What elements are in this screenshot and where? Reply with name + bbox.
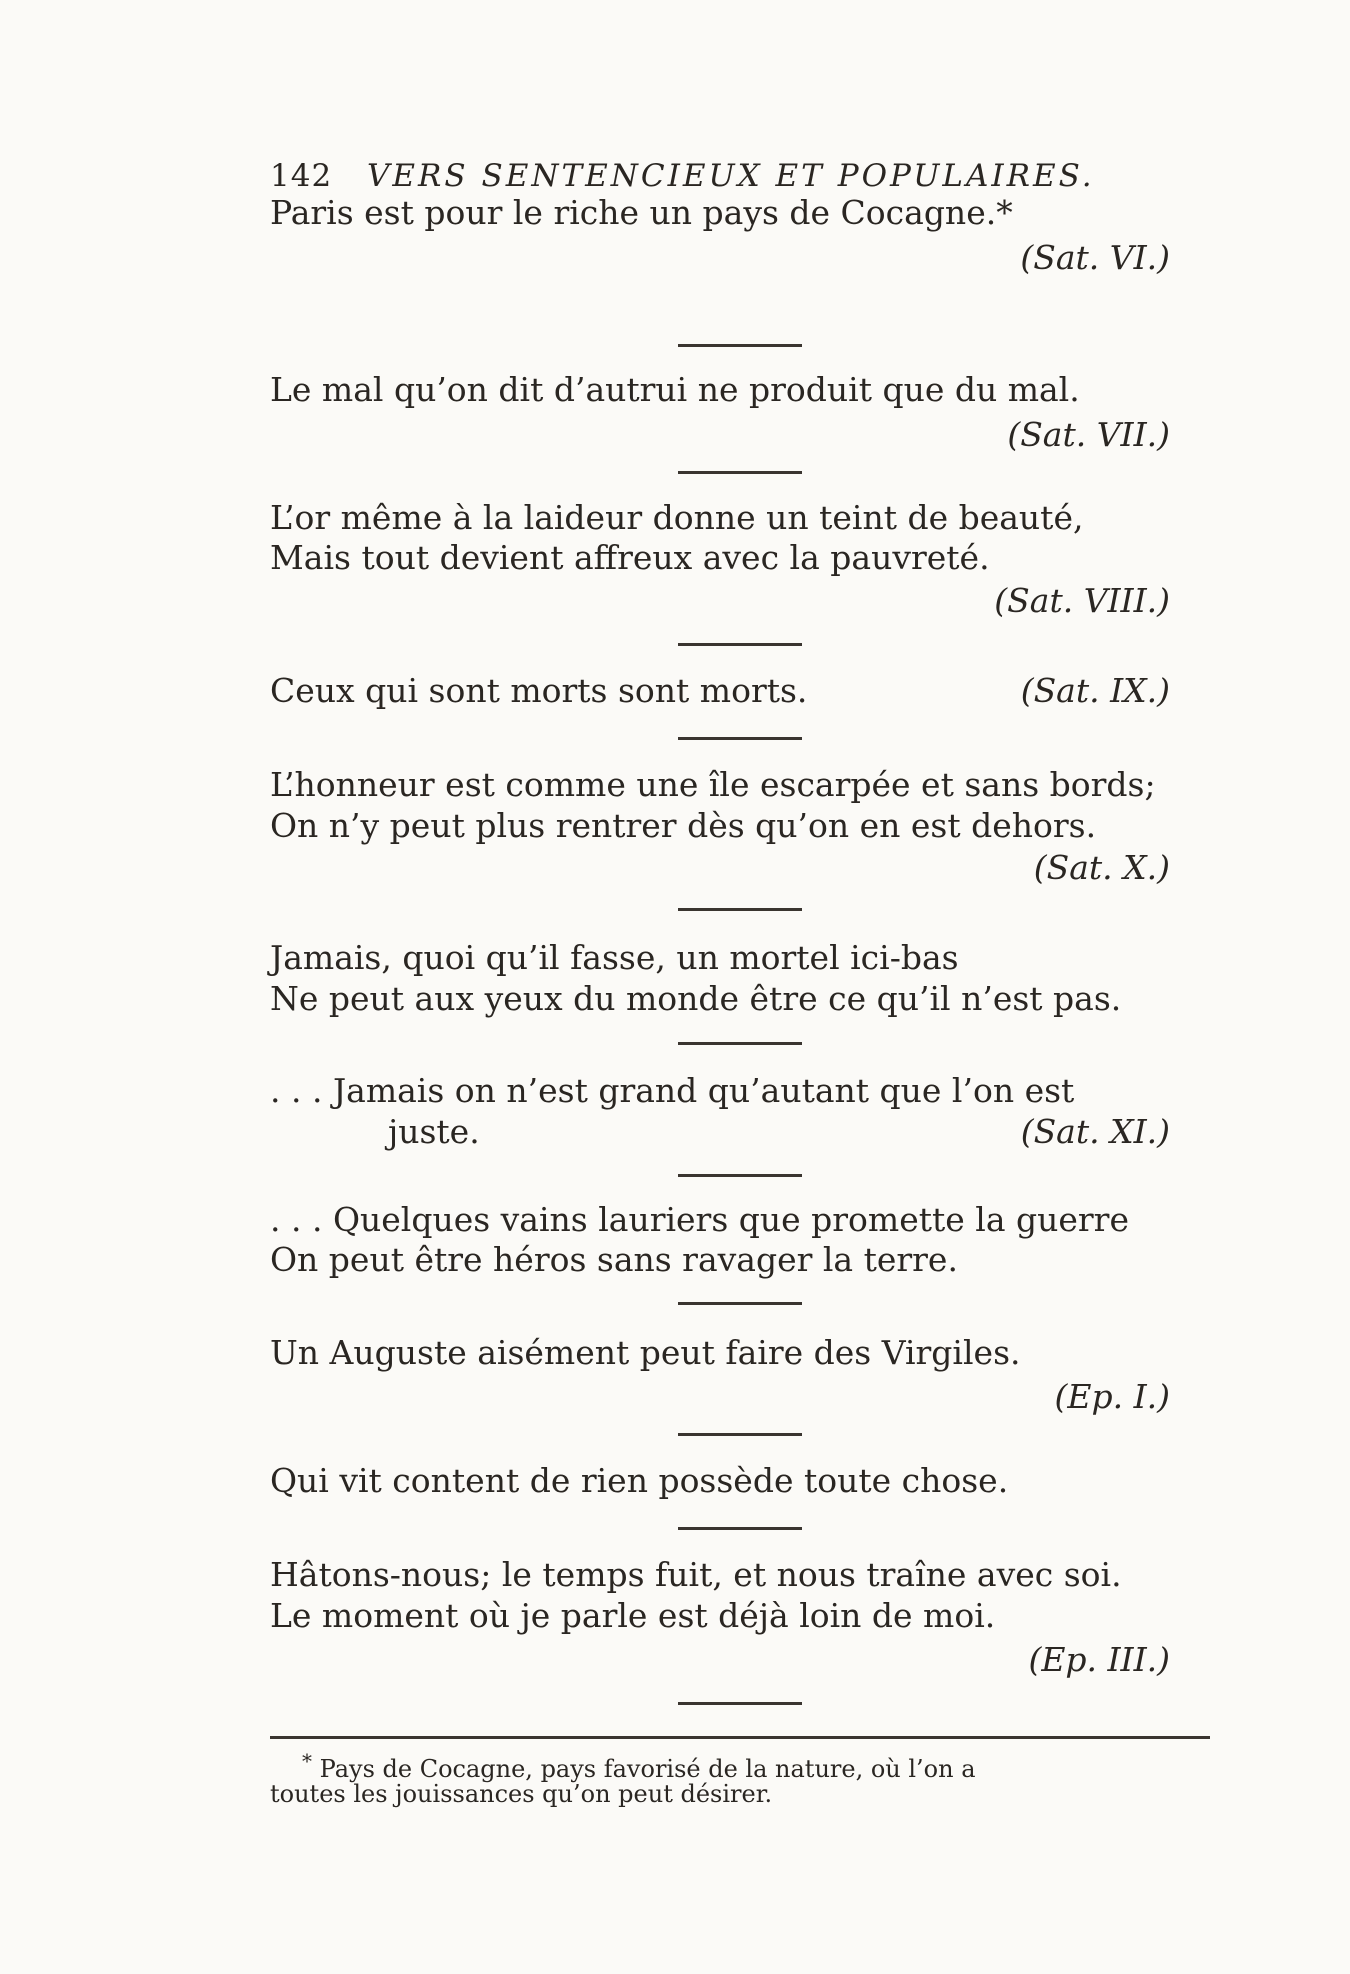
citation: (Sat. IX.) [1020, 671, 1170, 710]
verse-line: Le moment où je parle est déjà loin de moi. [270, 1596, 996, 1635]
verse-line: Paris est pour le riche un pays de Cocagne.* [270, 193, 1013, 232]
running-title: VERS SENTENCIEUX ET POPULAIRES. [367, 158, 1095, 194]
page-number: 142 [270, 158, 333, 194]
separator [678, 1042, 802, 1045]
separator [678, 737, 802, 740]
verse-line: Mais tout devient affreux avec la pauvreté. [270, 538, 990, 577]
citation: (Sat. VI.) [1020, 238, 1170, 277]
footnote-marker: * [302, 1749, 312, 1773]
verse-line: On peut être héros sans ravager la terre. [270, 1240, 958, 1279]
verse-line: Un Auguste aisément peut faire des Virgiles. [270, 1333, 1021, 1372]
separator [678, 908, 802, 911]
separator [678, 471, 802, 474]
verse-line: . . . Jamais on n’est grand qu’autant que l’on est [270, 1071, 1075, 1110]
verse-line: Ne peut aux yeux du monde être ce qu’il n’est pas. [270, 979, 1122, 1018]
verse-line: Le mal qu’on dit d’autrui ne produit que du mal. [270, 370, 1080, 409]
citation: (Ep. I.) [1054, 1377, 1170, 1416]
page-header [270, 158, 1095, 194]
verse-line: On n’y peut plus rentrer dès qu’on en est dehors. [270, 806, 1097, 845]
verse-line: Hâtons-nous; le temps fuit, et nous traîne avec soi. [270, 1555, 1122, 1594]
separator [678, 1302, 802, 1305]
citation: (Sat. VIII.) [994, 581, 1170, 620]
verse-line: . . . Quelques vains lauriers que promette la guerre [270, 1200, 1129, 1239]
separator [678, 1527, 802, 1530]
footnote-line: toutes les jouissances qu’on peut désirer. [270, 1780, 773, 1808]
separator [678, 1174, 802, 1177]
separator [678, 344, 802, 347]
citation: (Sat. X.) [1033, 848, 1170, 887]
verse-line: Ceux qui sont morts sont morts. [270, 671, 808, 710]
citation: (Sat. VII.) [1007, 415, 1170, 454]
separator [678, 1433, 802, 1436]
citation: (Ep. III.) [1028, 1640, 1170, 1679]
footnote-text: Pays de Cocagne, pays favorisé de la nature, où l’on a [319, 1755, 976, 1783]
verse-line: juste. [388, 1112, 480, 1151]
citation: (Sat. XI.) [1020, 1112, 1170, 1151]
footnote-rule [270, 1736, 1210, 1739]
verse-line: L’or même à la laideur donne un teint de beauté, [270, 498, 1084, 537]
separator [678, 643, 802, 646]
verse-line: Qui vit content de rien possède toute chose. [270, 1461, 1009, 1500]
verse-line: Jamais, quoi qu’il fasse, un mortel ici-bas [270, 938, 959, 977]
separator [678, 1702, 802, 1705]
verse-line: L’honneur est comme une île escarpée et sans bords; [270, 765, 1156, 804]
